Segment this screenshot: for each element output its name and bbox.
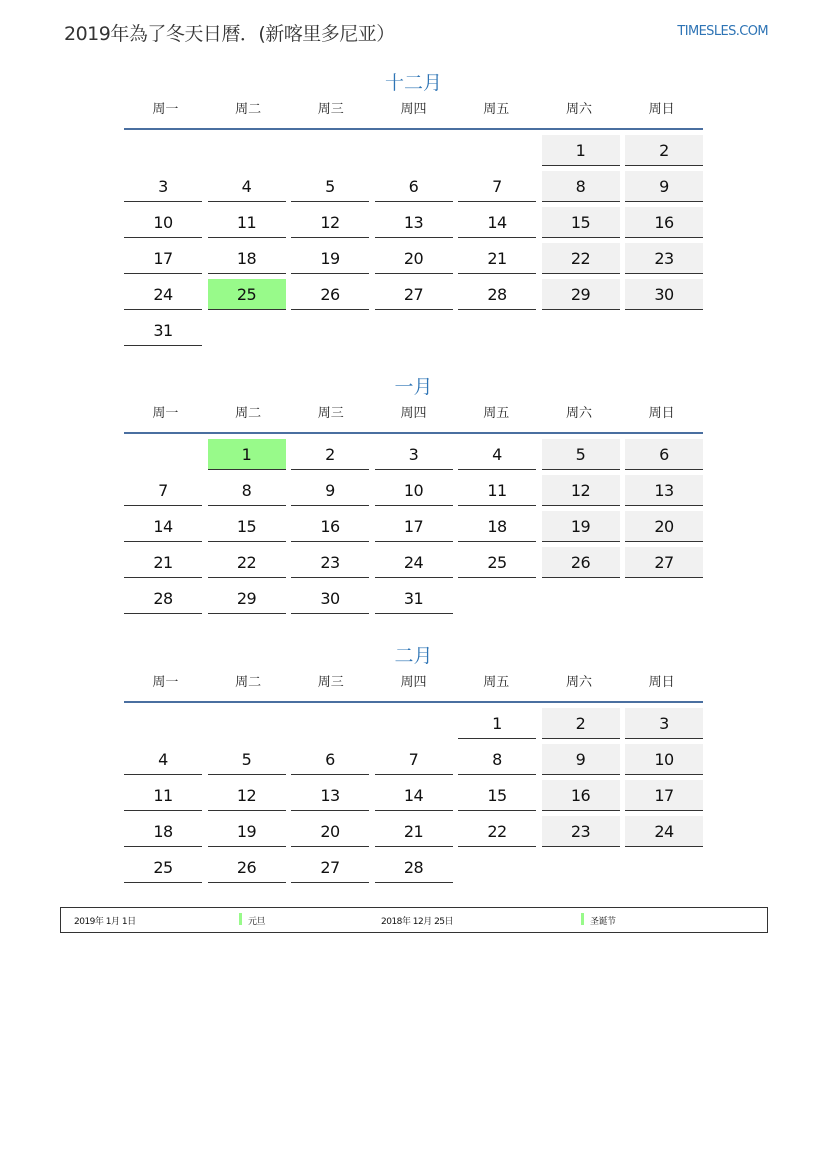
weekday-label: 周六: [565, 102, 592, 117]
empty-cell: [375, 135, 453, 166]
day-cell: 27: [291, 852, 369, 883]
holiday-legend: [60, 907, 768, 933]
day-cell: 19: [542, 511, 620, 542]
weekday-label: 周五: [483, 675, 510, 690]
day-cell: 10: [124, 207, 202, 238]
day-cell: 24: [124, 279, 202, 310]
holiday-day-cell: 1: [208, 439, 286, 470]
day-cell: 10: [375, 475, 453, 506]
month-title: 十二月: [384, 72, 442, 94]
weekday-label: 周二: [235, 675, 262, 690]
day-cell: 3: [124, 171, 202, 202]
day-cell: 26: [208, 852, 286, 883]
weekday-label: 周三: [317, 675, 344, 690]
empty-cell: [124, 708, 202, 739]
day-cell: 22: [208, 547, 286, 578]
day-cell: 2: [625, 135, 703, 166]
day-cell: 7: [124, 475, 202, 506]
day-cell: 15: [542, 207, 620, 238]
weekday-label: 周三: [317, 102, 344, 117]
holiday-color-swatch: [581, 913, 584, 925]
month-title: 一月: [394, 376, 433, 398]
day-cell: 12: [542, 475, 620, 506]
day-cell: 11: [124, 780, 202, 811]
day-cell: 26: [291, 279, 369, 310]
weekday-label: 周六: [565, 675, 592, 690]
empty-cell: [458, 135, 536, 166]
day-cell: 26: [542, 547, 620, 578]
empty-cell: [375, 708, 453, 739]
day-cell: 21: [375, 816, 453, 847]
weekday-label: 周一: [152, 675, 179, 690]
day-cell: 4: [208, 171, 286, 202]
weekday-label: 周五: [483, 406, 510, 421]
day-cell: 7: [458, 171, 536, 202]
day-cell: 19: [291, 243, 369, 274]
day-cell: 16: [291, 511, 369, 542]
weekday-label: 周四: [400, 406, 427, 421]
holiday-day-cell: 25: [208, 279, 286, 310]
day-cell: 5: [291, 171, 369, 202]
day-cell: 14: [458, 207, 536, 238]
weekday-label: 周三: [317, 406, 344, 421]
weekday-label: 周二: [235, 102, 262, 117]
day-cell: 1: [458, 708, 536, 739]
day-cell: 18: [458, 511, 536, 542]
weekday-label: 周五: [483, 102, 510, 117]
weekday-label: 周四: [400, 675, 427, 690]
day-cell: 4: [124, 744, 202, 775]
day-cell: 3: [625, 708, 703, 739]
day-cell: 30: [625, 279, 703, 310]
day-cell: 28: [124, 583, 202, 614]
day-cell: 16: [542, 780, 620, 811]
day-cell: 7: [375, 744, 453, 775]
day-cell: 8: [208, 475, 286, 506]
weekday-label: 周一: [152, 406, 179, 421]
day-cell: 23: [542, 816, 620, 847]
day-cell: 14: [124, 511, 202, 542]
day-cell: 11: [208, 207, 286, 238]
empty-cell: [124, 439, 202, 470]
weekday-label: 周四: [400, 102, 427, 117]
day-cell: 20: [625, 511, 703, 542]
day-grid: [124, 439, 703, 614]
day-cell: 24: [625, 816, 703, 847]
day-cell: 31: [124, 315, 202, 346]
weekday-header: [124, 98, 703, 130]
day-cell: 5: [542, 439, 620, 470]
day-cell: 28: [458, 279, 536, 310]
weekday-label: 周日: [648, 675, 675, 690]
day-cell: 1: [542, 135, 620, 166]
weekday-label: 周日: [648, 102, 675, 117]
empty-cell: [208, 708, 286, 739]
site-link[interactable]: TIMESLES.COM: [677, 24, 768, 39]
empty-cell: [291, 708, 369, 739]
day-cell: 9: [291, 475, 369, 506]
day-cell: 6: [375, 171, 453, 202]
day-cell: 11: [458, 475, 536, 506]
legend-holiday-name: 元旦: [248, 917, 266, 927]
day-cell: 5: [208, 744, 286, 775]
legend-holiday-name: 圣诞节: [590, 917, 616, 927]
day-cell: 24: [375, 547, 453, 578]
weekday-header: [124, 402, 703, 434]
day-cell: 2: [542, 708, 620, 739]
day-cell: 30: [291, 583, 369, 614]
day-cell: 17: [124, 243, 202, 274]
day-cell: 17: [375, 511, 453, 542]
day-cell: 27: [375, 279, 453, 310]
day-cell: 29: [542, 279, 620, 310]
day-cell: 16: [625, 207, 703, 238]
month-january: [124, 372, 703, 614]
day-cell: 23: [291, 547, 369, 578]
day-cell: 20: [291, 816, 369, 847]
day-cell: 17: [625, 780, 703, 811]
page-title: 2019年為了冬天日曆．(新喀里多尼亚）: [64, 23, 395, 45]
empty-cell: [291, 135, 369, 166]
month-february: [124, 641, 703, 883]
day-cell: 12: [291, 207, 369, 238]
day-cell: 22: [542, 243, 620, 274]
holiday-color-swatch: [239, 913, 242, 925]
day-cell: 9: [542, 744, 620, 775]
legend-date: 2019年 1月 1日: [74, 917, 136, 927]
day-grid: [124, 708, 703, 883]
weekday-header: [124, 671, 703, 703]
weekday-label: 周二: [235, 406, 262, 421]
empty-cell: [124, 135, 202, 166]
weekday-label: 周日: [648, 406, 675, 421]
day-cell: 12: [208, 780, 286, 811]
day-cell: 21: [124, 547, 202, 578]
day-cell: 31: [375, 583, 453, 614]
day-cell: 10: [625, 744, 703, 775]
month-december: [124, 68, 703, 346]
day-cell: 20: [375, 243, 453, 274]
day-cell: 6: [625, 439, 703, 470]
day-cell: 29: [208, 583, 286, 614]
day-cell: 13: [625, 475, 703, 506]
day-cell: 28: [375, 852, 453, 883]
day-cell: 23: [625, 243, 703, 274]
day-cell: 14: [375, 780, 453, 811]
day-cell: 4: [458, 439, 536, 470]
day-cell: 2: [291, 439, 369, 470]
day-cell: 19: [208, 816, 286, 847]
day-grid: [124, 135, 703, 346]
day-cell: 8: [458, 744, 536, 775]
day-cell: 9: [625, 171, 703, 202]
day-cell: 13: [291, 780, 369, 811]
day-cell: 18: [208, 243, 286, 274]
day-cell: 25: [124, 852, 202, 883]
month-title: 二月: [394, 645, 433, 667]
legend-date: 2018年 12月 25日: [381, 917, 454, 927]
day-cell: 18: [124, 816, 202, 847]
day-cell: 22: [458, 816, 536, 847]
weekday-label: 周六: [565, 406, 592, 421]
day-cell: 6: [291, 744, 369, 775]
day-cell: 15: [208, 511, 286, 542]
day-cell: 27: [625, 547, 703, 578]
day-cell: 8: [542, 171, 620, 202]
weekday-label: 周一: [152, 102, 179, 117]
day-cell: 25: [458, 547, 536, 578]
empty-cell: [208, 135, 286, 166]
day-cell: 15: [458, 780, 536, 811]
day-cell: 21: [458, 243, 536, 274]
day-cell: 13: [375, 207, 453, 238]
day-cell: 3: [375, 439, 453, 470]
